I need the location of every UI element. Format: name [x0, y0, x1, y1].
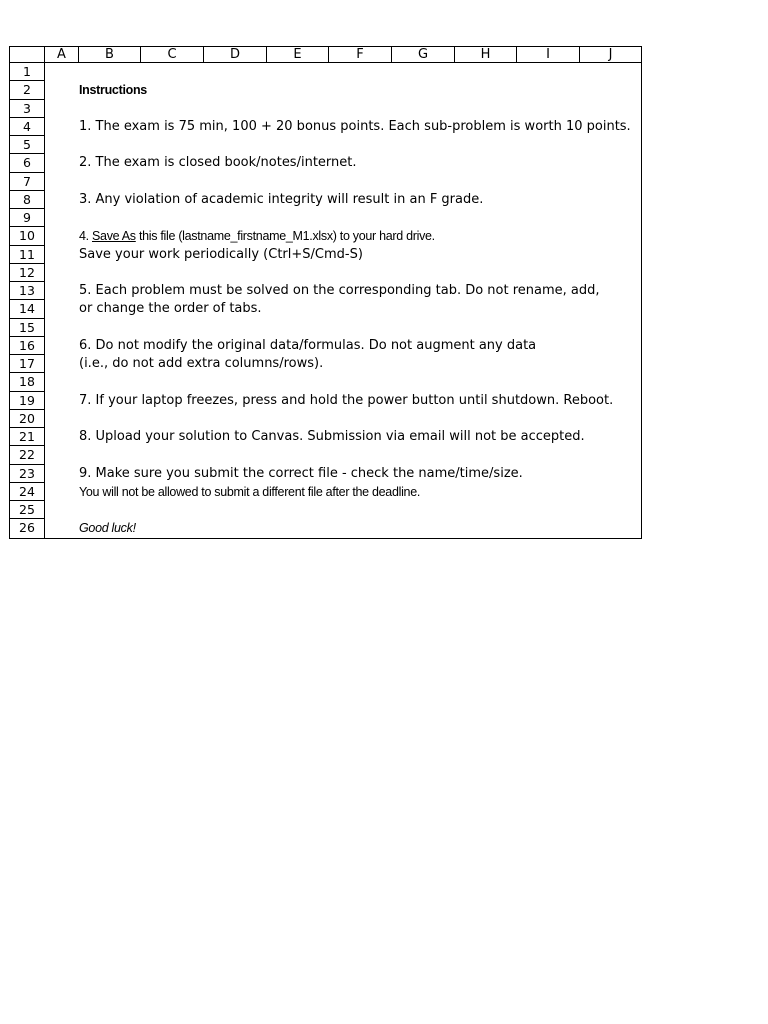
sheet-row: [10, 410, 641, 428]
row-header[interactable]: 15: [10, 319, 45, 337]
sheet-row: [10, 373, 641, 391]
sheet-row: [10, 63, 641, 81]
row-header[interactable]: 5: [10, 136, 45, 154]
instruction-number: 4.: [79, 229, 92, 244]
sheet-row: [10, 173, 641, 191]
sheet-row: [10, 355, 641, 373]
sheet-row: [10, 337, 641, 355]
instruction-cell[interactable]: 7. If your laptop freezes, press and hold the power button until shutdown. Reboot.: [79, 392, 614, 408]
row-header[interactable]: 24: [10, 483, 45, 501]
column-header-c[interactable]: C: [141, 47, 204, 63]
sheet-row: [10, 465, 641, 483]
instruction-cell[interactable]: (i.e., do not add extra columns/rows).: [79, 356, 324, 371]
sheet-row: [10, 428, 641, 446]
instruction-cell[interactable]: 3. Any violation of academic integrity will result in an F grade.: [79, 191, 484, 207]
row-header[interactable]: 22: [10, 446, 45, 464]
sheet-row: [10, 300, 641, 318]
row-header[interactable]: 14: [10, 300, 45, 318]
sheet-row: [10, 501, 641, 519]
row-header[interactable]: 8: [10, 191, 45, 209]
instruction-cell[interactable]: 1. The exam is 75 min, 100 + 20 bonus points. Each sub-problem is worth 10 points.: [79, 118, 631, 134]
sheet-row: [10, 154, 641, 172]
column-header-f[interactable]: F: [329, 47, 392, 63]
sheet-row: [10, 191, 641, 209]
row-header[interactable]: 3: [10, 100, 45, 118]
spreadsheet: [9, 46, 642, 539]
column-header-b[interactable]: B: [79, 47, 141, 63]
sheet-row: [10, 392, 641, 410]
sheet-row: [10, 136, 641, 154]
sheet-row: [10, 319, 641, 337]
row-header[interactable]: 19: [10, 392, 45, 410]
instruction-cell[interactable]: 6. Do not modify the original data/formulas. Do not augment any data: [79, 337, 537, 353]
instruction-cell[interactable]: 2. The exam is closed book/notes/internet.: [79, 155, 357, 171]
sheet-row: [10, 519, 641, 537]
instruction-cell[interactable]: 5. Each problem must be solved on the corresponding tab. Do not rename, add,: [79, 283, 600, 298]
sheet-row: [10, 118, 641, 136]
row-header[interactable]: 9: [10, 209, 45, 227]
instructions-heading[interactable]: Instructions: [79, 83, 147, 98]
sheet-row: [10, 483, 641, 501]
sheet-row: [10, 446, 641, 464]
sheet-row: [10, 209, 641, 227]
column-header-i[interactable]: I: [517, 47, 580, 63]
row-header[interactable]: 25: [10, 501, 45, 519]
sheet-row: [10, 81, 641, 99]
sheet-row: [10, 227, 641, 245]
instruction-cell[interactable]: You will not be allowed to submit a different file after the deadline.: [79, 484, 421, 499]
row-header[interactable]: 18: [10, 373, 45, 391]
sheet-row: [10, 100, 641, 118]
column-header-e[interactable]: E: [267, 47, 329, 63]
column-header-a[interactable]: A: [45, 47, 79, 63]
good-luck-cell[interactable]: Good luck!: [79, 521, 136, 536]
sheet-row: [10, 282, 641, 300]
column-header-row: [9, 46, 642, 63]
sheet-body: [9, 63, 642, 539]
instruction-cell[interactable]: Save your work periodically (Ctrl+S/Cmd-S): [79, 246, 363, 262]
row-header[interactable]: 11: [10, 246, 45, 264]
column-header-g[interactable]: G: [392, 47, 455, 63]
instruction-text: this file (lastname_firstname_M1.xlsx) to your hard drive.: [135, 229, 435, 244]
column-header-j[interactable]: J: [608, 47, 613, 62]
row-header[interactable]: 17: [10, 355, 45, 373]
row-header[interactable]: 21: [10, 428, 45, 446]
column-header-d[interactable]: D: [204, 47, 267, 63]
row-header[interactable]: 16: [10, 337, 45, 355]
row-header[interactable]: 12: [10, 264, 45, 282]
row-header[interactable]: 23: [10, 465, 45, 483]
sheet-row: [10, 264, 641, 282]
row-header[interactable]: 20: [10, 410, 45, 428]
row-header[interactable]: 26: [10, 519, 45, 537]
sheet-row: [10, 246, 641, 264]
instruction-cell[interactable]: 8. Upload your solution to Canvas. Submission via email will not be accepted.: [79, 429, 585, 444]
instruction-cell[interactable]: [79, 227, 435, 245]
instruction-cell[interactable]: 9. Make sure you submit the correct file - check the name/time/size.: [79, 465, 523, 481]
row-header[interactable]: 2: [10, 81, 45, 99]
row-header[interactable]: 10: [10, 227, 45, 245]
row-header[interactable]: 4: [10, 118, 45, 136]
corner-cell[interactable]: [10, 47, 45, 63]
save-as-link[interactable]: Save As: [92, 229, 136, 244]
row-header[interactable]: 13: [10, 282, 45, 300]
row-header[interactable]: 6: [10, 154, 45, 172]
instruction-cell[interactable]: or change the order of tabs.: [79, 301, 262, 317]
row-header[interactable]: 7: [10, 173, 45, 191]
row-header[interactable]: 1: [10, 63, 45, 81]
column-header-h[interactable]: H: [455, 47, 517, 63]
